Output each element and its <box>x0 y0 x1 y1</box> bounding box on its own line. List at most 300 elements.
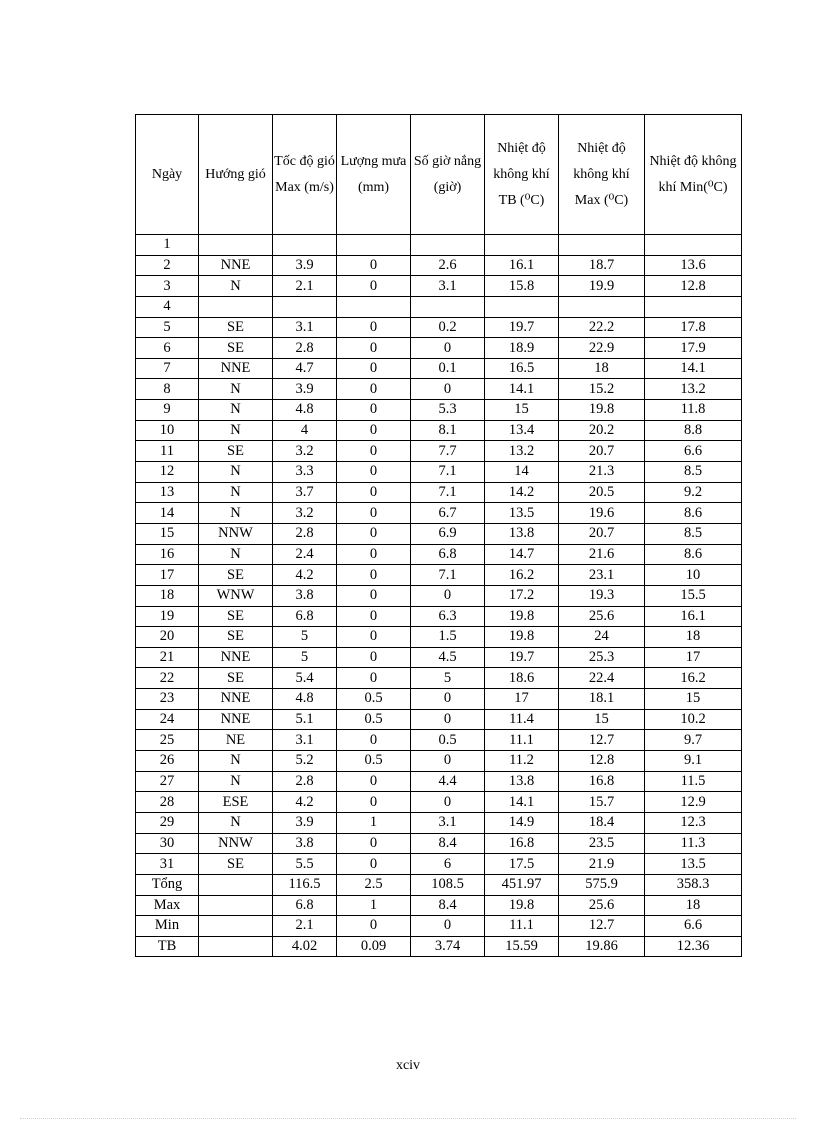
table-cell: 14.9 <box>485 812 559 833</box>
table-cell: 28 <box>136 792 199 813</box>
table-cell: NNE <box>199 689 273 710</box>
table-cell: 17 <box>485 689 559 710</box>
table-cell: 23.1 <box>559 565 645 586</box>
table-cell: 19.9 <box>559 276 645 297</box>
table-cell: 19 <box>136 606 199 627</box>
table-cell: 2.8 <box>273 523 337 544</box>
table-cell: 31 <box>136 854 199 875</box>
table-cell: 18.7 <box>559 255 645 276</box>
table-cell: 0 <box>337 523 411 544</box>
table-cell: 12 <box>136 462 199 483</box>
table-cell: 19.6 <box>559 503 645 524</box>
column-header: Lượng mưa (mm) <box>337 115 411 235</box>
table-cell: 6.6 <box>645 916 742 937</box>
table-cell: 0.2 <box>411 317 485 338</box>
table-cell <box>199 895 273 916</box>
table-cell: 8.1 <box>411 420 485 441</box>
table-body <box>136 235 742 957</box>
table-row <box>136 276 742 297</box>
column-header: Hướng gió <box>199 115 273 235</box>
table-cell: 19.7 <box>485 317 559 338</box>
table-row <box>136 565 742 586</box>
table-cell: 25.6 <box>559 606 645 627</box>
table-cell: 4.8 <box>273 400 337 421</box>
table-cell <box>559 296 645 317</box>
table-cell: 6.3 <box>411 606 485 627</box>
table-cell: 7.7 <box>411 441 485 462</box>
table-cell: 3.1 <box>273 730 337 751</box>
table-cell: 18 <box>645 895 742 916</box>
table-cell: SE <box>199 565 273 586</box>
table-cell: 25.3 <box>559 647 645 668</box>
table-cell: 13.2 <box>485 441 559 462</box>
table-cell: 5.1 <box>273 709 337 730</box>
table-cell: 7 <box>136 358 199 379</box>
table-cell: 0 <box>337 916 411 937</box>
table-cell: 18 <box>559 358 645 379</box>
table-cell: Max <box>136 895 199 916</box>
table-cell: 8 <box>136 379 199 400</box>
table-cell: 0 <box>411 585 485 606</box>
table-cell: 17.9 <box>645 338 742 359</box>
table-cell: 1.5 <box>411 627 485 648</box>
table-cell: SE <box>199 668 273 689</box>
table-cell: 7.1 <box>411 565 485 586</box>
table-cell: 4.7 <box>273 358 337 379</box>
table-cell: 4.2 <box>273 565 337 586</box>
table-cell: 19.86 <box>559 936 645 957</box>
table-cell: 358.3 <box>645 874 742 895</box>
table-cell: 12.7 <box>559 730 645 751</box>
table-cell: 4.8 <box>273 689 337 710</box>
table-cell: 108.5 <box>411 874 485 895</box>
table-cell: TB <box>136 936 199 957</box>
table-cell: 15 <box>136 523 199 544</box>
table-cell: 11.3 <box>645 833 742 854</box>
table-cell: 11.1 <box>485 916 559 937</box>
table-cell: 4.5 <box>411 647 485 668</box>
table-cell: 8.8 <box>645 420 742 441</box>
table-cell: 22 <box>136 668 199 689</box>
table-cell: 7.1 <box>411 482 485 503</box>
table-cell: 3.3 <box>273 462 337 483</box>
table-cell: N <box>199 544 273 565</box>
table-cell: 23 <box>136 689 199 710</box>
table-cell: 0.5 <box>337 709 411 730</box>
table-row <box>136 689 742 710</box>
table-cell: 0 <box>337 420 411 441</box>
table-cell: 29 <box>136 812 199 833</box>
table-row <box>136 358 742 379</box>
table-cell: 17.2 <box>485 585 559 606</box>
table-row <box>136 235 742 256</box>
table-cell: NNE <box>199 358 273 379</box>
table-cell: 19.8 <box>485 606 559 627</box>
table-row <box>136 317 742 338</box>
table-cell: 0 <box>337 544 411 565</box>
table-cell: 23.5 <box>559 833 645 854</box>
table-cell: 20.5 <box>559 482 645 503</box>
table-cell: 15.5 <box>645 585 742 606</box>
table-cell <box>199 235 273 256</box>
table-cell: NNE <box>199 647 273 668</box>
table-cell: 15.2 <box>559 379 645 400</box>
table-cell: N <box>199 420 273 441</box>
table-cell: 12.3 <box>645 812 742 833</box>
table-cell: 5 <box>136 317 199 338</box>
table-cell: 15.7 <box>559 792 645 813</box>
table-cell: 3.9 <box>273 255 337 276</box>
table-cell: 6 <box>136 338 199 359</box>
table-cell: 25 <box>136 730 199 751</box>
table-cell <box>411 235 485 256</box>
table-cell: 3.1 <box>411 812 485 833</box>
table-cell: 8.4 <box>411 895 485 916</box>
table-cell: 0 <box>337 606 411 627</box>
table-cell <box>337 235 411 256</box>
table-cell: 13 <box>136 482 199 503</box>
table-cell: 16.2 <box>485 565 559 586</box>
table-cell: 451.97 <box>485 874 559 895</box>
table-cell <box>199 936 273 957</box>
table-cell: 0.5 <box>337 689 411 710</box>
table-cell: N <box>199 400 273 421</box>
table-cell: 8.4 <box>411 833 485 854</box>
table-cell: 3.1 <box>273 317 337 338</box>
table-cell: 21 <box>136 647 199 668</box>
table-cell: 18.4 <box>559 812 645 833</box>
table-cell: 0 <box>337 771 411 792</box>
table-cell: 7.1 <box>411 462 485 483</box>
table-row <box>136 751 742 772</box>
table-cell: NNE <box>199 709 273 730</box>
table-cell: 20.7 <box>559 441 645 462</box>
table-cell: 18.9 <box>485 338 559 359</box>
table-cell: 27 <box>136 771 199 792</box>
table-cell <box>485 235 559 256</box>
table-cell: 22.4 <box>559 668 645 689</box>
table-cell: 6.9 <box>411 523 485 544</box>
table-cell: 19.8 <box>485 627 559 648</box>
table-cell: 3.8 <box>273 585 337 606</box>
table-cell: 0 <box>411 751 485 772</box>
table-cell: 5.3 <box>411 400 485 421</box>
table-cell: 0 <box>337 400 411 421</box>
table-cell: 0 <box>337 482 411 503</box>
table-cell: 21.6 <box>559 544 645 565</box>
table-cell: 116.5 <box>273 874 337 895</box>
table-cell: 0 <box>337 358 411 379</box>
table-cell: 0 <box>337 565 411 586</box>
table-cell: 0 <box>337 854 411 875</box>
table-cell: 19.3 <box>559 585 645 606</box>
table-cell: 4 <box>136 296 199 317</box>
table-cell: 2 <box>136 255 199 276</box>
table-cell: 16.8 <box>485 833 559 854</box>
table-cell: 16.1 <box>645 606 742 627</box>
table-cell: 5 <box>273 647 337 668</box>
table-row <box>136 792 742 813</box>
table-row <box>136 462 742 483</box>
table-cell: 24 <box>136 709 199 730</box>
table-cell: 8.5 <box>645 523 742 544</box>
table-cell: 17 <box>136 565 199 586</box>
table-cell: 20 <box>136 627 199 648</box>
table-cell: 19.8 <box>485 895 559 916</box>
table-cell: SE <box>199 854 273 875</box>
table-cell: 8.5 <box>645 462 742 483</box>
table-cell: 24 <box>559 627 645 648</box>
table-cell: 6.8 <box>411 544 485 565</box>
table-cell: ESE <box>199 792 273 813</box>
table-cell: 13.4 <box>485 420 559 441</box>
table-cell: 3.1 <box>411 276 485 297</box>
table-cell: 3.2 <box>273 441 337 462</box>
table-row <box>136 400 742 421</box>
table-cell: 11.2 <box>485 751 559 772</box>
column-header: Tốc độ gió Max (m/s) <box>273 115 337 235</box>
table-cell: 12.9 <box>645 792 742 813</box>
table-cell <box>645 235 742 256</box>
table-cell: 25.6 <box>559 895 645 916</box>
table-cell: 14.2 <box>485 482 559 503</box>
table-cell: 2.8 <box>273 338 337 359</box>
table-cell: 0 <box>337 647 411 668</box>
table-cell: 21.9 <box>559 854 645 875</box>
table-cell: 15.8 <box>485 276 559 297</box>
table-cell: 14.1 <box>485 379 559 400</box>
table-cell: 0 <box>337 255 411 276</box>
table-cell: 15.59 <box>485 936 559 957</box>
table-row <box>136 647 742 668</box>
table-cell: N <box>199 812 273 833</box>
table-cell: 16.8 <box>559 771 645 792</box>
table-cell: 14.1 <box>485 792 559 813</box>
table-cell: 14.1 <box>645 358 742 379</box>
table-cell: N <box>199 503 273 524</box>
table-cell: 0 <box>337 833 411 854</box>
table-cell: 20.2 <box>559 420 645 441</box>
table-cell: 5.2 <box>273 751 337 772</box>
table-cell: 9.1 <box>645 751 742 772</box>
table-row <box>136 523 742 544</box>
table-cell: 0.5 <box>411 730 485 751</box>
table-cell: 0.09 <box>337 936 411 957</box>
table-cell: 3.8 <box>273 833 337 854</box>
table-cell: 13.5 <box>645 854 742 875</box>
table-cell: 2.4 <box>273 544 337 565</box>
table-row <box>136 709 742 730</box>
table-row <box>136 255 742 276</box>
table-cell: 0 <box>337 792 411 813</box>
table-cell: 13.2 <box>645 379 742 400</box>
table-cell <box>411 296 485 317</box>
table-cell <box>559 235 645 256</box>
table-cell: 10.2 <box>645 709 742 730</box>
table-cell: 3.9 <box>273 812 337 833</box>
table-cell: 12.36 <box>645 936 742 957</box>
table-cell: 8.6 <box>645 544 742 565</box>
table-cell: 17.8 <box>645 317 742 338</box>
table-cell: 4.02 <box>273 936 337 957</box>
table-cell: N <box>199 482 273 503</box>
table-cell: NNE <box>199 255 273 276</box>
table-cell: 11.1 <box>485 730 559 751</box>
table-cell: 11.5 <box>645 771 742 792</box>
table-cell: 0 <box>337 462 411 483</box>
table-cell: 0 <box>337 276 411 297</box>
table-cell: 2.1 <box>273 916 337 937</box>
table-cell: 12.8 <box>559 751 645 772</box>
table-cell: SE <box>199 627 273 648</box>
table-row <box>136 585 742 606</box>
table-cell: 0.1 <box>411 358 485 379</box>
table-cell: 2.8 <box>273 771 337 792</box>
table-cell: 12.7 <box>559 916 645 937</box>
table-cell: 2.5 <box>337 874 411 895</box>
table-cell: 10 <box>136 420 199 441</box>
table-cell: SE <box>199 441 273 462</box>
table-cell: 2.1 <box>273 276 337 297</box>
table-cell: 1 <box>337 895 411 916</box>
table-cell: 15 <box>645 689 742 710</box>
table-header <box>136 115 742 235</box>
table-row <box>136 420 742 441</box>
table-cell: 8.6 <box>645 503 742 524</box>
table-row <box>136 854 742 875</box>
table-cell: WNW <box>199 585 273 606</box>
table-cell: 18 <box>136 585 199 606</box>
page-bottom-rule <box>20 1118 796 1119</box>
table-row <box>136 812 742 833</box>
table-cell <box>337 296 411 317</box>
table-cell: 6.8 <box>273 606 337 627</box>
table-cell: 6.7 <box>411 503 485 524</box>
table-cell: 5.4 <box>273 668 337 689</box>
table-cell: 0.5 <box>337 751 411 772</box>
table-cell: 4.4 <box>411 771 485 792</box>
table-cell: 3.2 <box>273 503 337 524</box>
table-cell: 575.9 <box>559 874 645 895</box>
table-cell: 13.8 <box>485 771 559 792</box>
table-cell: 18.1 <box>559 689 645 710</box>
table-cell: 15 <box>485 400 559 421</box>
table-cell: 5 <box>411 668 485 689</box>
table-row <box>136 503 742 524</box>
table-cell: 4.2 <box>273 792 337 813</box>
table-cell: 0 <box>411 916 485 937</box>
table-cell: 0 <box>411 338 485 359</box>
column-header: Nhiệt độ không khí Min(⁰C) <box>645 115 742 235</box>
table-cell: SE <box>199 606 273 627</box>
table-cell: N <box>199 276 273 297</box>
table-cell <box>199 874 273 895</box>
table-cell: 19.8 <box>559 400 645 421</box>
table-cell <box>485 296 559 317</box>
table-row <box>136 771 742 792</box>
table-row <box>136 936 742 957</box>
table-cell <box>645 296 742 317</box>
table-cell: 22.2 <box>559 317 645 338</box>
table-cell: 0 <box>337 730 411 751</box>
table-cell: 4 <box>273 420 337 441</box>
table-cell: 5 <box>273 627 337 648</box>
table-row <box>136 916 742 937</box>
table-cell: 22.9 <box>559 338 645 359</box>
table-row <box>136 627 742 648</box>
table-cell: 0 <box>337 627 411 648</box>
table-cell: NNW <box>199 523 273 544</box>
table-cell: 9.2 <box>645 482 742 503</box>
table-row <box>136 296 742 317</box>
table-row <box>136 833 742 854</box>
table-cell <box>273 235 337 256</box>
table-cell: 9.7 <box>645 730 742 751</box>
table-cell: 13.8 <box>485 523 559 544</box>
table-cell: 0 <box>337 379 411 400</box>
table-cell: SE <box>199 317 273 338</box>
table-row <box>136 544 742 565</box>
table-row <box>136 895 742 916</box>
table-row <box>136 379 742 400</box>
table-cell: 26 <box>136 751 199 772</box>
header-row <box>136 115 742 235</box>
table-cell: 3.74 <box>411 936 485 957</box>
table-cell: 13.6 <box>645 255 742 276</box>
table-row <box>136 338 742 359</box>
table-cell: NE <box>199 730 273 751</box>
table-cell: 21.3 <box>559 462 645 483</box>
table-cell: 16.5 <box>485 358 559 379</box>
table-cell: 0 <box>337 668 411 689</box>
table-cell: 14 <box>136 503 199 524</box>
table-cell: N <box>199 751 273 772</box>
column-header: Ngày <box>136 115 199 235</box>
table-row <box>136 874 742 895</box>
table-cell: 0 <box>337 503 411 524</box>
table-cell: 0 <box>411 379 485 400</box>
table-cell: 16.2 <box>645 668 742 689</box>
table-cell: 0 <box>337 338 411 359</box>
table-cell: 11.8 <box>645 400 742 421</box>
table-row <box>136 606 742 627</box>
table-cell: 2.6 <box>411 255 485 276</box>
table-cell: 10 <box>645 565 742 586</box>
table-cell: 5.5 <box>273 854 337 875</box>
column-header: Số giờ nắng (giờ) <box>411 115 485 235</box>
table-cell: N <box>199 462 273 483</box>
table-cell: 0 <box>411 709 485 730</box>
table-cell <box>273 296 337 317</box>
table-cell: 0 <box>337 585 411 606</box>
table-row <box>136 668 742 689</box>
table-row <box>136 730 742 751</box>
table-cell: Tổng <box>136 874 199 895</box>
table-cell: Min <box>136 916 199 937</box>
table-cell: 19.7 <box>485 647 559 668</box>
table-cell: SE <box>199 338 273 359</box>
table-cell <box>199 296 273 317</box>
table-cell <box>199 916 273 937</box>
page-number: xciv <box>395 1058 421 1073</box>
table-cell: 15 <box>559 709 645 730</box>
table-cell: 0 <box>411 689 485 710</box>
table-cell: 0 <box>337 317 411 338</box>
table-cell: 3 <box>136 276 199 297</box>
table-cell: 6 <box>411 854 485 875</box>
table-cell: 13.5 <box>485 503 559 524</box>
table-cell: 1 <box>337 812 411 833</box>
